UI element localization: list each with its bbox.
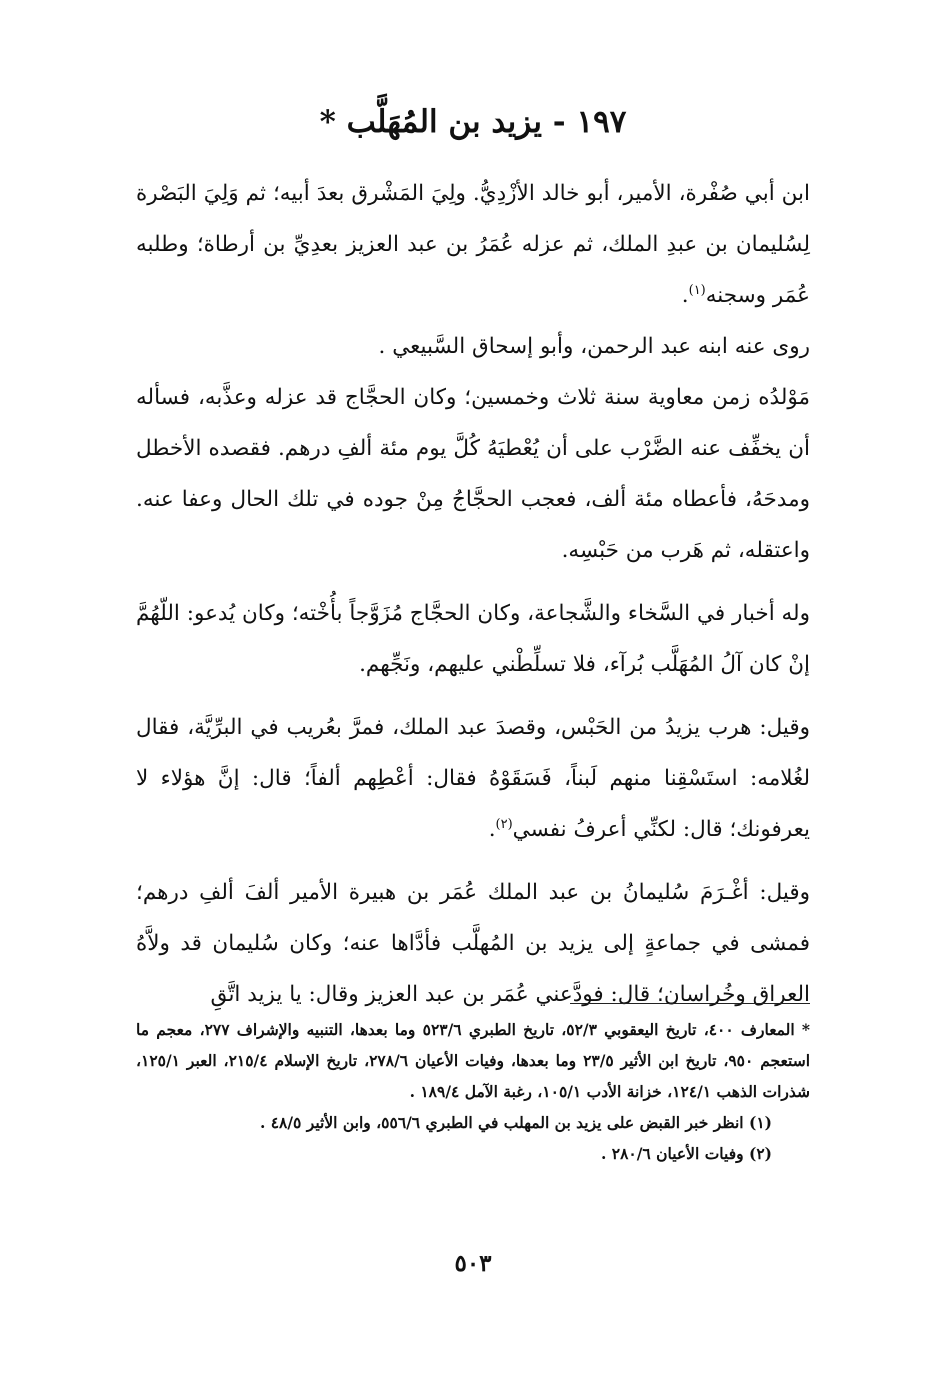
sources-note: * المعارف ٤٠٠، تاريخ اليعقوبي ٥٢/٣، تاريخ الطبري ٥٢٣/٦ وما بعدها، التنبيه والإشراف ٢٧٧، معجم ما استعجم ٩٥٠، تاريخ ابن الأثير ٢٣/٥ وما بعدها، وفيات الأعيان ٢٧٨/٦، تاريخ الإسلام ٢١٥/٤، العبر ١٢٥/١، شذرات الذهب ١٢٤/١، خزانة الأدب ١٠٥/١، رغبة الآمل ١٨٩/٤ . bbox=[136, 1020, 810, 1101]
footnote-ref-1[interactable]: (١) bbox=[688, 282, 706, 298]
paragraph-2: روى عنه ابنه عبد الرحمن، وأبو إسحاق السَّبيعي . bbox=[378, 334, 810, 359]
paragraph-4: وله أخبار في السَّخاء والشَّجاعة، وكان الحجَّاج مُزَوَّجاً بأُخْته؛ وكان يُدعو: اللّهُمَّ إنْ كان آلُ المُهَلَّب بُرآء، فلا تسلِّطْني عليهم، ونَجِّهم. bbox=[136, 601, 810, 677]
page-number: ٥٠٣ bbox=[454, 1250, 492, 1277]
paragraph-1: ابن أبي صُفْرة، الأمير، أبو خالد الأزْدِيُّ. ولِيَ المَشْرق بعدَ أبيه؛ ثم وَلِيَ البَصْرة لِسُليمان بن عبدِ الملك، ثم عزله عُمَرُ بن عبد العزيز بعدِيِّ بن أرطاة؛ وطلبه عُمَر وسجنه$^{(١)}$. bbox=[136, 181, 810, 308]
entry-body bbox=[136, 168, 810, 1020]
paragraph-6: وقيل: أغْـرَمَ سُليمانُ بن عبد الملك عُمَر بن هبيرة الأمير ألفَ ألفِ درهم؛ فمشى في جماعةٍ إلى يزيد بن المُهلَّب فأدَّاها عنه؛ وكان سُليمان قد ولاَّهُ العراق وخُراسان؛ قال: فودَّعني عُمَر بن عبد العزيز وقال: يا يزيد اتَّقِ bbox=[136, 880, 810, 1007]
entry-title: ١٩٧ - يزيد بن المُهَلَّب * bbox=[319, 104, 627, 140]
footnote-divider bbox=[570, 1003, 810, 1004]
footnote-2: (٢) وفيات الأعيان ٢٨٠/٦ . bbox=[600, 1144, 772, 1163]
footnote-1: (١) انظر خبر القبض على يزيد بن المهلب في الطبري ٥٥٦/٦، وابن الأثير ٤٨/٥ . bbox=[259, 1113, 772, 1132]
footnotes-section bbox=[136, 1014, 810, 1169]
paragraph-3: مَوْلدُه زمن معاوية سنة ثلاث وخمسين؛ وكان الحجَّاج قد عزله وعذَّبه، فسأله أن يخفِّف عنه الضَّرْب على أن يُعْطيَهُ كُلَّ يوم مئة ألفِ درهم. فقصده الأخطل ومدحَهُ، فأعطاه مئة ألف، فعجب الحجَّاجُ مِنْ جوده في تلك الحال وعفا عنه. واعتقله، ثم هَرب من حَبْسِه. bbox=[136, 385, 810, 563]
paragraph-5: وقيل: هرب يزيدُ من الحَبْس، وقصدَ عبد الملك، فمرَّ بعُريب في البرِّيَّة، فقال لغُلامه: استَسْقِنا منهم لَبناً، فَسَقَوْهُ فقال: أعْطِهم ألفاً؛ قال: إنَّ هؤلاء لا يعرفونك؛ قال: لكنِّي أعرفُ نفسي$^{(٢)}$. bbox=[136, 715, 810, 842]
footnote-ref-2[interactable]: (٢) bbox=[495, 816, 513, 832]
